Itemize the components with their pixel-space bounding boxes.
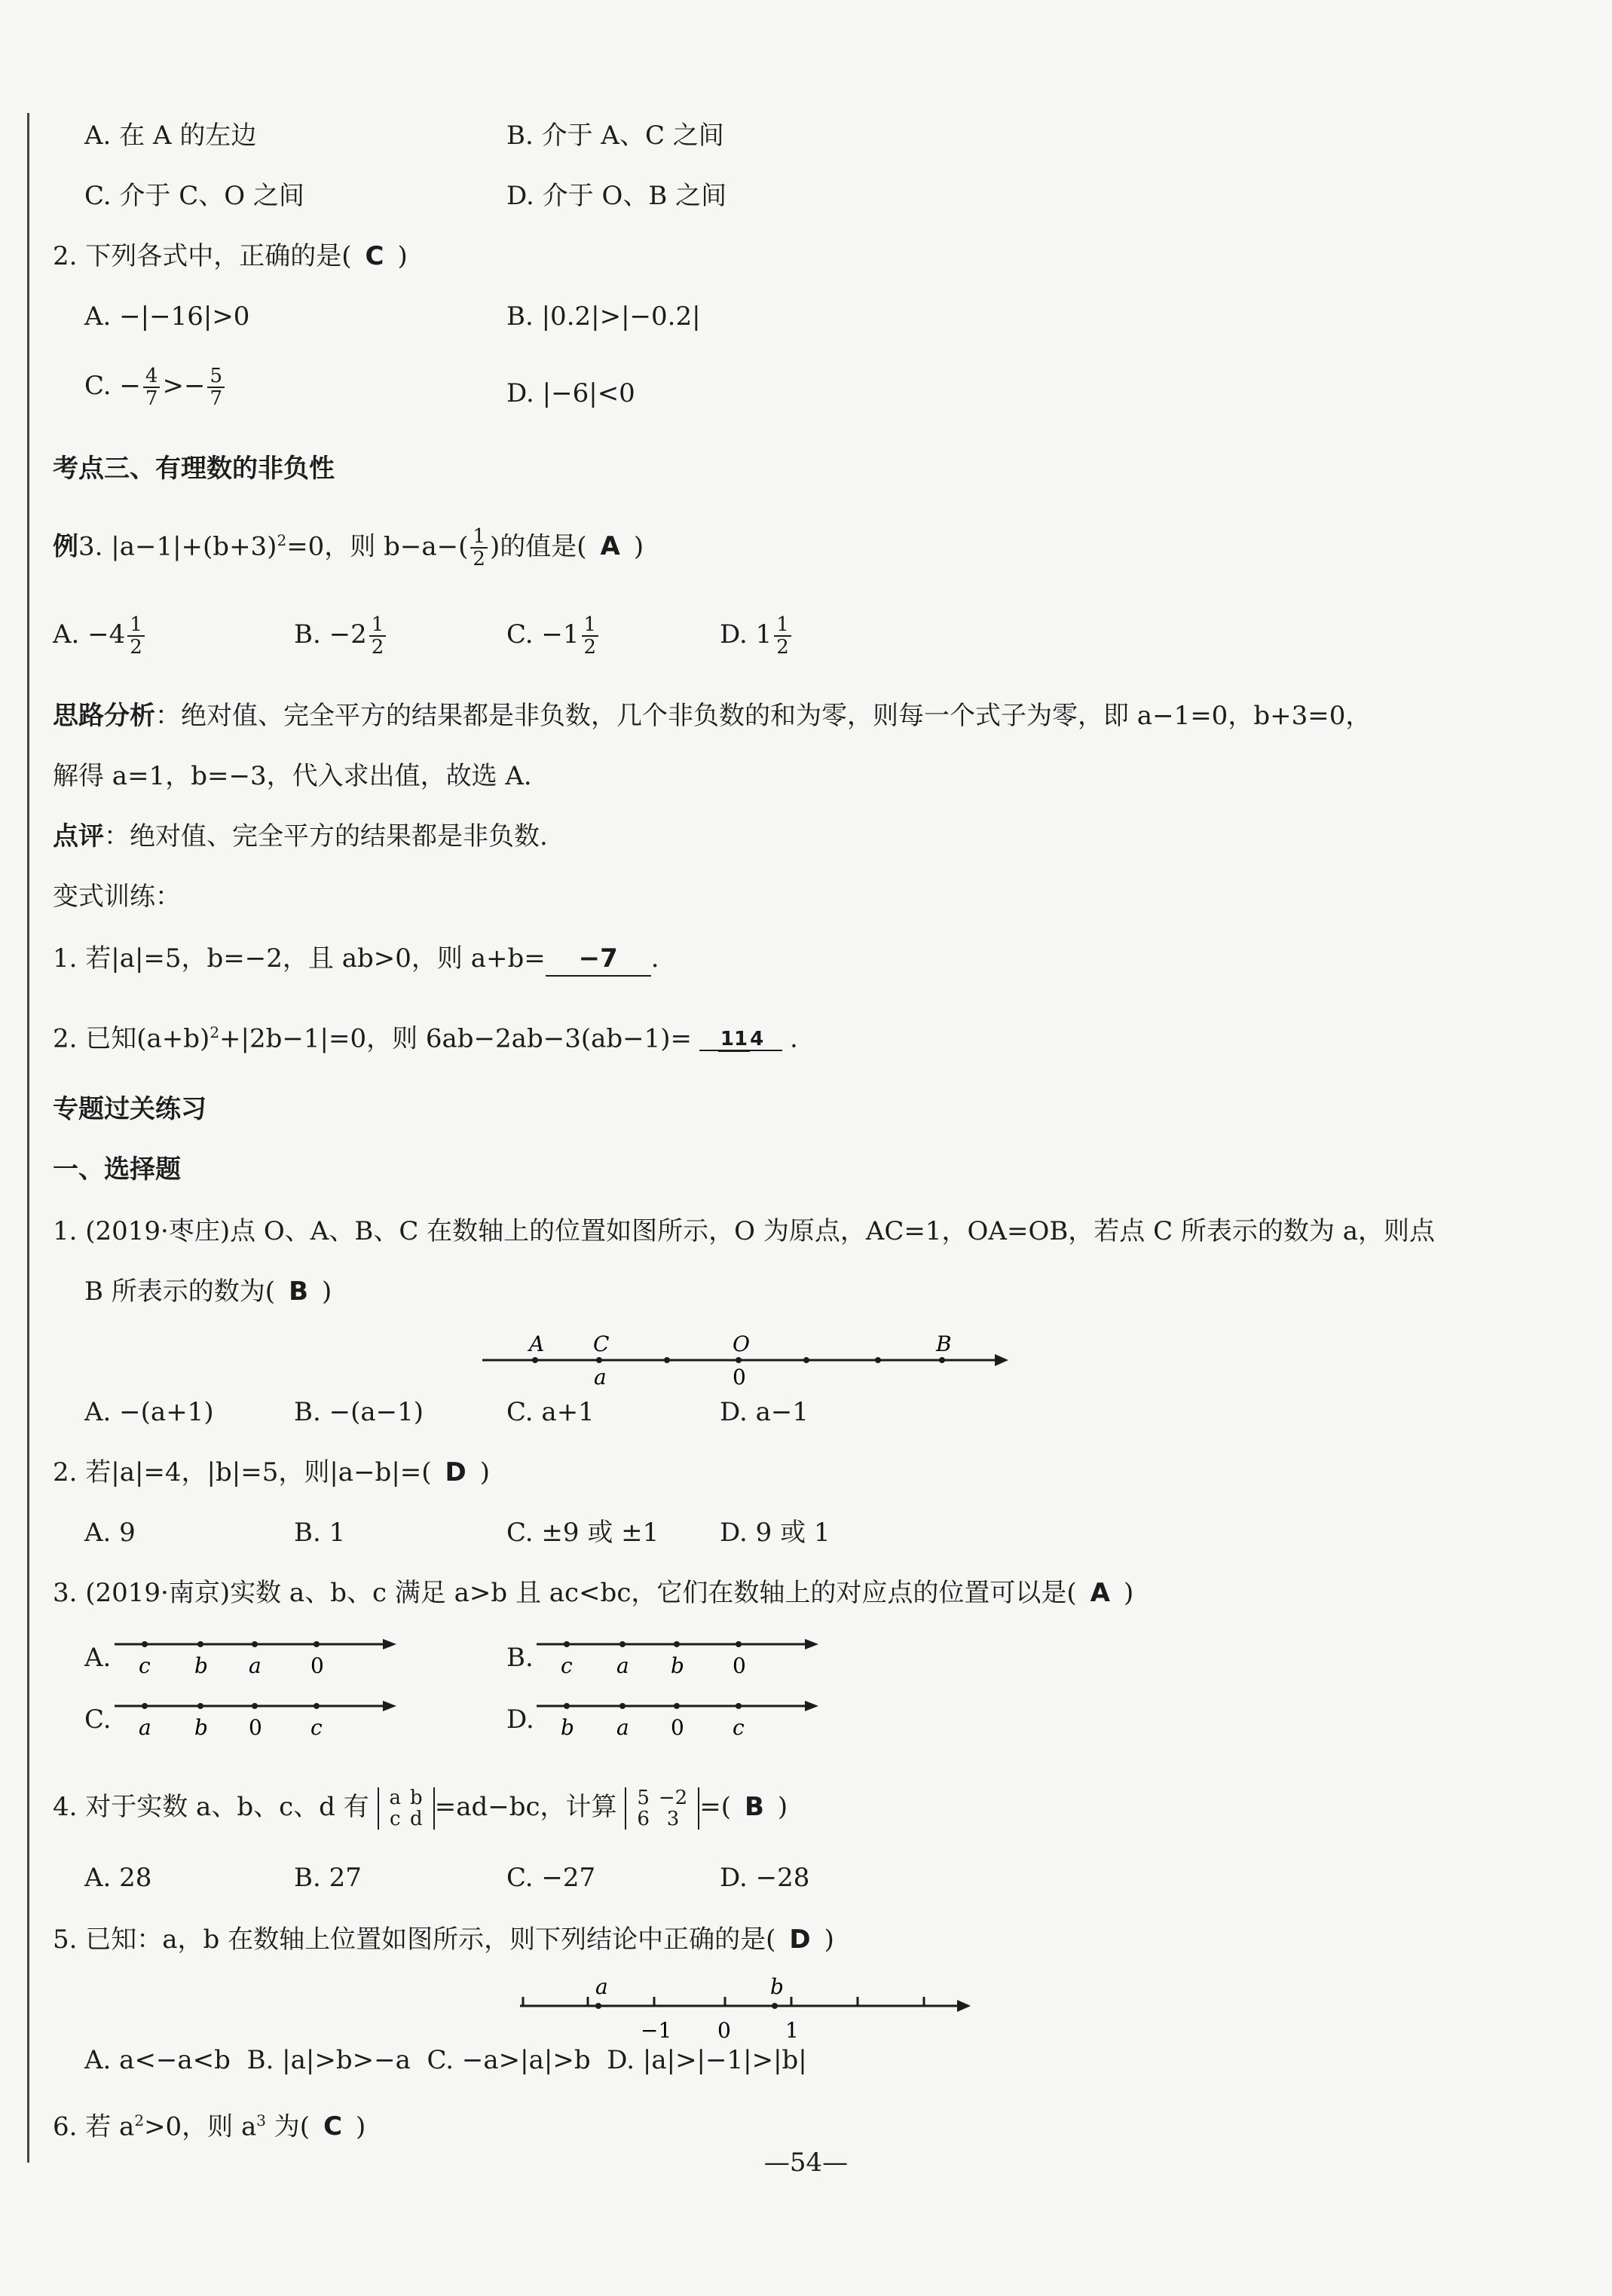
- p1-option-a: A. −(a+1): [84, 1397, 214, 1427]
- axis-label: a: [249, 1653, 262, 1678]
- axis-label: 0: [671, 1715, 684, 1740]
- p2-stem: 2. 若|a|=4，|b|=5，则|a−b|=( D ): [53, 1457, 491, 1487]
- answer: C: [323, 2111, 343, 2142]
- p2-option-a: A. 9: [84, 1518, 136, 1548]
- variant-title: 变式训练：: [53, 882, 181, 912]
- p4-option-b: B. 27: [294, 1863, 362, 1893]
- answer-blank: 11 4: [699, 1029, 782, 1051]
- answer: A: [600, 531, 620, 562]
- axis-label: a: [595, 1976, 608, 1999]
- axis-label: 0: [310, 1653, 324, 1678]
- p3-number-line-a: [112, 1634, 405, 1679]
- answer: D: [445, 1457, 466, 1487]
- axis-label: 0: [733, 1653, 746, 1678]
- prev-option-b: B. 介于 A、C 之间: [506, 121, 724, 151]
- section-title: 考点三、有理数的非负性: [53, 454, 335, 484]
- prev-option-a: A. 在 A 的左边: [84, 121, 257, 151]
- q2-option-d: D. |−6|<0: [506, 378, 635, 408]
- answer: D: [789, 1925, 811, 1955]
- axis-label: B: [936, 1331, 952, 1356]
- p4-option-a: A. 28: [84, 1863, 152, 1893]
- p3-option-b-label: B.: [506, 1643, 534, 1673]
- axis-label: a: [616, 1653, 629, 1678]
- q2-option-c: C. − $\frac{4}{7}$ >− $\frac{5}{7}$: [84, 365, 227, 409]
- p3-option-a-label: A.: [84, 1643, 112, 1673]
- example3-option-d: D. 1 $\frac{1}{2}$: [720, 614, 794, 658]
- axis-label: c: [139, 1653, 151, 1678]
- q2-option-b: B. |0.2|>|−0.2|: [506, 301, 701, 332]
- axis-label: b: [561, 1715, 574, 1740]
- p3-number-line-b: [534, 1634, 827, 1679]
- axis-label: a: [616, 1715, 629, 1740]
- p1-line-1: 1. (2019·枣庄)点 O、A、B、C 在数轴上的位置如图所示，O 为原点，AC=1，OA=OB，若点 C 所表示的数为 a，则点: [53, 1216, 1436, 1246]
- choice-title: 一、选择题: [53, 1154, 181, 1185]
- axis-label: 1: [785, 2018, 799, 2043]
- axis-label: b: [770, 1976, 784, 1999]
- axis-label: a: [139, 1715, 151, 1740]
- determinant: a c b d: [378, 1787, 435, 1830]
- axis-label: −1: [641, 2018, 672, 2043]
- example3-option-b: B. −2 $\frac{1}{2}$: [294, 614, 388, 658]
- p2-option-c: C. ±9 或 ±1: [506, 1518, 659, 1548]
- p1-option-b: B. −(a−1): [294, 1397, 424, 1427]
- axis-label: A: [529, 1331, 545, 1356]
- axis-label: b: [671, 1653, 684, 1678]
- p1-option-d: D. a−1: [720, 1397, 809, 1427]
- variant-2: 2. 已知$(a+b)^2+|2b-1|=0$，则 6ab−2ab−3(ab−1)= 11 4 .: [53, 1023, 798, 1054]
- axis-label: b: [194, 1715, 208, 1740]
- p2-option-d: D. 9 或 1: [720, 1518, 830, 1548]
- margin-rule: [27, 113, 29, 2163]
- fraction: $\frac{5}{7}$: [207, 365, 225, 409]
- p1-option-c: C. a+1: [506, 1397, 595, 1427]
- practice-title: 专题过关练习: [53, 1094, 206, 1124]
- answer: B: [744, 1792, 764, 1822]
- axis-label: 0: [717, 2018, 731, 2043]
- answer: A: [1090, 1578, 1110, 1608]
- p1-line-2: B 所表示的数为( B ): [84, 1276, 332, 1307]
- q2-option-a: A. −|−16|>0: [84, 301, 250, 332]
- number-line-5: [512, 1976, 980, 2045]
- p3-number-line-c: [112, 1695, 405, 1741]
- p3-stem: 3. (2019·南京)实数 a、b、c 满足 a>b 且 ac<bc，它们在数轴上的对应点的位置可以是( A ): [53, 1578, 1134, 1608]
- determinant: 5 6 −2 3: [625, 1787, 699, 1830]
- p4-option-d: D. −28: [720, 1863, 810, 1893]
- p4-option-c: C. −27: [506, 1863, 596, 1893]
- fraction: $\frac{1}{2}$: [470, 526, 488, 570]
- axis-label: c: [733, 1715, 745, 1740]
- comment: 点评：绝对值、完全平方的结果都是非负数.: [53, 821, 548, 851]
- p2-option-b: B. 1: [294, 1518, 346, 1548]
- example3-stem: 例3. $|a-1|+(b+3)^2=0$，则 b−a−( $\frac{1}{2}$ )的值是( A ): [53, 525, 644, 571]
- p3-number-line-d: [534, 1695, 827, 1741]
- axis-label: C: [593, 1331, 610, 1356]
- analysis-line-1: 思路分析：绝对值、完全平方的结果都是非负数，几个非负数的和为零，则每一个式子为零，即 a−1=0，b+3=0，: [53, 701, 1372, 731]
- axis-label: c: [310, 1715, 323, 1740]
- p3-option-c-label: C.: [84, 1704, 112, 1735]
- answer-blank: −7: [546, 942, 651, 977]
- axis-label: O: [733, 1331, 750, 1356]
- number-line-1: [475, 1322, 1017, 1390]
- variant-1: 1. 若|a|=5，b=−2，且 ab>0，则 a+b= −7 .: [53, 942, 659, 977]
- p5-options: A. a<−a<b B. |a|>b>−a C. −a>|a|>b D. |a|>|−1|>|b|: [84, 2045, 807, 2075]
- axis-label: 0: [733, 1365, 746, 1390]
- axis-label: 0: [249, 1715, 262, 1740]
- prev-option-c: C. 介于 C、O 之间: [84, 181, 304, 211]
- fraction: $\frac{4}{7}$: [143, 365, 161, 409]
- axis-label: b: [194, 1653, 208, 1678]
- p3-option-d-label: D.: [506, 1704, 534, 1735]
- analysis-line-2: 解得 a=1，b=−3，代入求出值，故选 A.: [53, 761, 532, 791]
- axis-label: c: [561, 1653, 573, 1678]
- answer: C: [365, 241, 384, 271]
- page-number: —54—: [763, 2148, 849, 2178]
- example3-option-a: A. −4 $\frac{1}{2}$: [53, 614, 147, 658]
- p5-stem: 5. 已知：a，b 在数轴上位置如图所示，则下列结论中正确的是( D ): [53, 1925, 834, 1955]
- q2-stem: 2. 下列各式中，正确的是( C ): [53, 241, 408, 271]
- prev-option-d: D. 介于 O、B 之间: [506, 181, 727, 211]
- answer: B: [289, 1276, 308, 1307]
- axis-label: a: [594, 1365, 607, 1390]
- p6-stem: 6. 若 $a^2>0$，则 $a^3$ 为( C ): [53, 2111, 366, 2142]
- p4-stem: 4. 对于实数 a、b、c、d 有 a c b d =ad−bc，计算 5 6 −2 3 =( B ): [53, 1787, 788, 1830]
- example3-option-c: C. −1 $\frac{1}{2}$: [506, 614, 601, 658]
